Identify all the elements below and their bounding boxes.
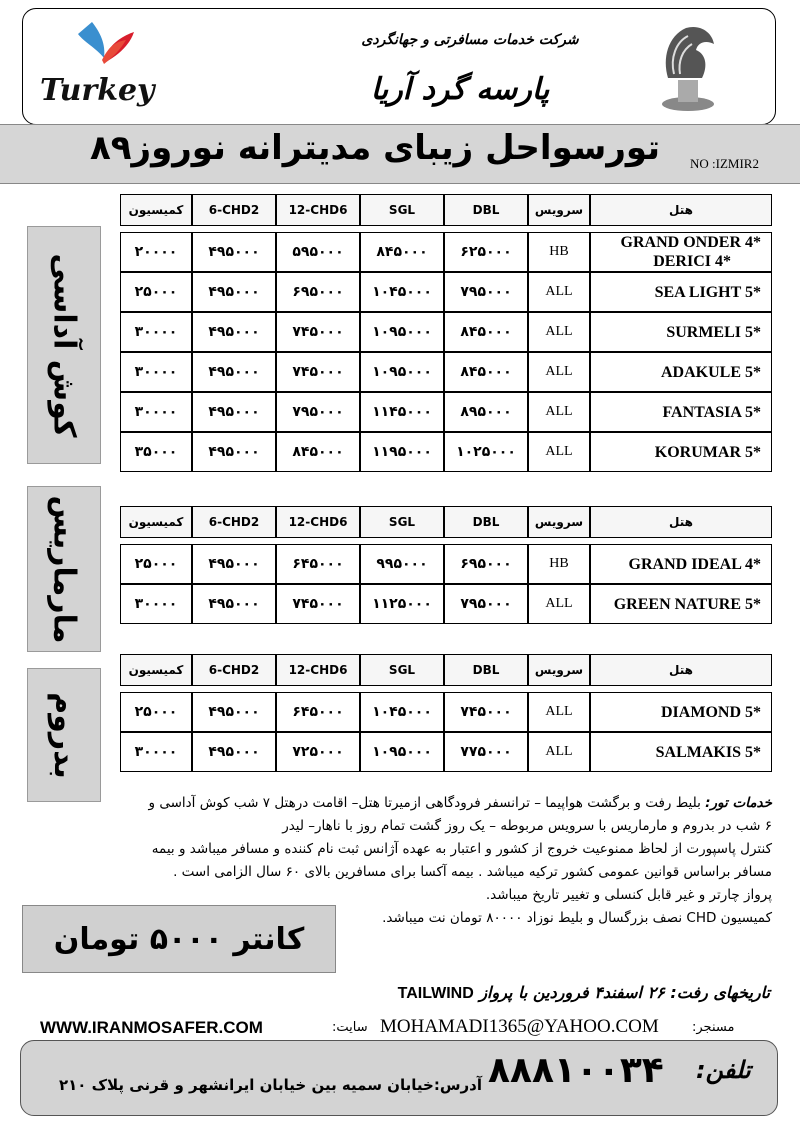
table-row: ۳۰۰۰۰ ۴۹۵۰۰۰ ۷۴۵۰۰۰ ۱۱۲۵۰۰۰ ۷۹۵۰۰۰ ALL GREEN NATURE 5* — [120, 584, 772, 624]
tour-code: NO :IZMIR2 — [690, 156, 759, 171]
table-row: ۲۵۰۰۰ ۴۹۵۰۰۰ ۶۹۵۰۰۰ ۱۰۴۵۰۰۰ ۷۹۵۰۰۰ ALL SEA LIGHT 5* — [120, 272, 772, 312]
col-chd12: 12-CHD6 — [276, 194, 360, 226]
flight-dates: تاریخهای رفت: ۲۶ اسفند۴ فروردین با پرواز TAILWIND — [397, 983, 770, 1002]
hotel-name: ADAKULE 5* — [590, 352, 772, 392]
region-label-marmaris: مارماریس — [27, 486, 101, 652]
table-row: ۲۵۰۰۰ ۴۹۵۰۰۰ ۶۴۵۰۰۰ ۹۹۵۰۰۰ ۶۹۵۰۰۰ HB GRAND IDEAL 4* — [120, 544, 772, 584]
page-title: تورسواحل زیبای مدیترانه نوروز۸۹ — [90, 128, 660, 168]
address-text: آدرس:خیابان سمیه بین خیابان ایرانشهر و قرنی پلاک ۲۱۰ — [58, 1076, 482, 1094]
logo-text: Turkey — [40, 73, 155, 108]
price-table-marmaris — [120, 506, 772, 624]
hotel-name: FANTASIA 5* — [590, 392, 772, 432]
table-header-row: کمیسیون 6-CHD2 12-CHD6 SGL DBL سرویس هتل — [120, 506, 772, 538]
messenger-label: مسنجر: — [692, 1020, 735, 1035]
tour-services-text: خدمات تور: بلیط رفت و برگشت هواپیما – ترانسفر فرودگاهی ازمیرتا هتل– اقامت درهتل ۷ شب کوش آداسی و ۶ شب در بدروم و مارماریس با سرویس مربوطه – یک روز گشت تمام روز با ناهار– لیدر کنترل پاسپورت از لحاظ ممنوعیت خروج از کشور و اعتبار به عهده آژانس ثبت نام کننده و مسافر میباشد و بیمه مسافر براساس قوانین عمومی کشور ترکیه میباشد . بیمه آکسا برای مسافرین بالای ۶۰ سال الزامی است . پرواز چارتر و غیر قابل کنسلی و تغییر تاریخ میباشد. کمیسیون CHD نصف بزرگسال و بلیط نوزاد ۸۰۰۰۰ تومان نت میباشد. — [148, 795, 772, 926]
services-label: خدمات تور: — [705, 795, 772, 811]
region-label-kusadasi: کوش آداسی — [27, 226, 101, 464]
table-row: ۳۵۰۰۰ ۴۹۵۰۰۰ ۸۴۵۰۰۰ ۱۱۹۵۰۰۰ ۱۰۲۵۰۰۰ ALL KORUMAR 5* — [120, 432, 772, 472]
table-header-row — [120, 194, 772, 226]
website-link[interactable]: WWW.IRANMOSAFER.COM — [40, 1018, 263, 1037]
table-row: ۳۰۰۰۰ ۴۹۵۰۰۰ ۷۴۵۰۰۰ ۱۰۹۵۰۰۰ ۸۴۵۰۰۰ ALL ADAKULE 5* — [120, 352, 772, 392]
email-link[interactable]: MOHAMADI1365@YAHOO.COM — [380, 1016, 659, 1037]
turkey-logo — [34, 18, 184, 118]
table-row: ۳۰۰۰۰ ۴۹۵۰۰۰ ۷۲۵۰۰۰ ۱۰۹۵۰۰۰ ۷۷۵۰۰۰ ALL SALMAKIS 5* — [120, 732, 772, 772]
counter-fee: کانتر ۵۰۰۰ تومان — [53, 921, 305, 957]
horse-emblem-icon — [648, 18, 726, 116]
hotel-name: GRAND IDEAL 4* — [590, 544, 772, 584]
table-row: ۲۰۰۰۰ ۴۹۵۰۰۰ ۵۹۵۰۰۰ ۸۴۵۰۰۰ ۶۲۵۰۰۰ HB GRAND ONDER 4* DERICI 4* — [120, 232, 772, 272]
phone-number: ۸۸۸۱۰۰۳۴ — [488, 1050, 664, 1091]
hotel-name: SEA LIGHT 5* — [590, 272, 772, 312]
col-dbl: DBL — [444, 194, 528, 226]
counter-fee-box — [22, 905, 336, 973]
hotel-name: KORUMAR 5* — [590, 432, 772, 472]
table-row: ۲۵۰۰۰ ۴۹۵۰۰۰ ۶۴۵۰۰۰ ۱۰۴۵۰۰۰ ۷۴۵۰۰۰ ALL DIAMOND 5* — [120, 692, 772, 732]
hotel-name: SURMELI 5* — [590, 312, 772, 352]
col-commission: کمیسیون — [120, 194, 192, 226]
hotel-name: DIAMOND 5* — [590, 692, 772, 732]
company-subtitle: شرکت خدمات مسافرتی و جهانگردی — [361, 32, 579, 48]
col-chd6: 6-CHD2 — [192, 194, 276, 226]
price-table-kusadasi — [120, 194, 772, 472]
table-row: ۳۰۰۰۰ ۴۹۵۰۰۰ ۷۴۵۰۰۰ ۱۰۹۵۰۰۰ ۸۴۵۰۰۰ ALL SURMELI 5* — [120, 312, 772, 352]
region-label-bodrum: بدروم — [27, 668, 101, 802]
table-header-row: کمیسیون 6-CHD2 12-CHD6 SGL DBL سرویس هتل — [120, 654, 772, 686]
price-table-bodrum — [120, 654, 772, 772]
col-sgl: SGL — [360, 194, 444, 226]
website-label: سایت: — [332, 1020, 368, 1035]
hotel-name: SALMAKIS 5* — [590, 732, 772, 772]
table-row: ۳۰۰۰۰ ۴۹۵۰۰۰ ۷۹۵۰۰۰ ۱۱۴۵۰۰۰ ۸۹۵۰۰۰ ALL FANTASIA 5* — [120, 392, 772, 432]
airline-name: TAILWIND — [397, 985, 474, 1002]
hotel-name: GREEN NATURE 5* — [590, 584, 772, 624]
hotel-name: GRAND ONDER 4* DERICI 4* — [590, 232, 772, 272]
col-hotel: هتل — [590, 194, 772, 226]
col-service: سرویس — [528, 194, 590, 226]
phone-label: تلفن: — [696, 1056, 751, 1084]
brand-name: پارسه گرد آریا — [370, 72, 550, 107]
